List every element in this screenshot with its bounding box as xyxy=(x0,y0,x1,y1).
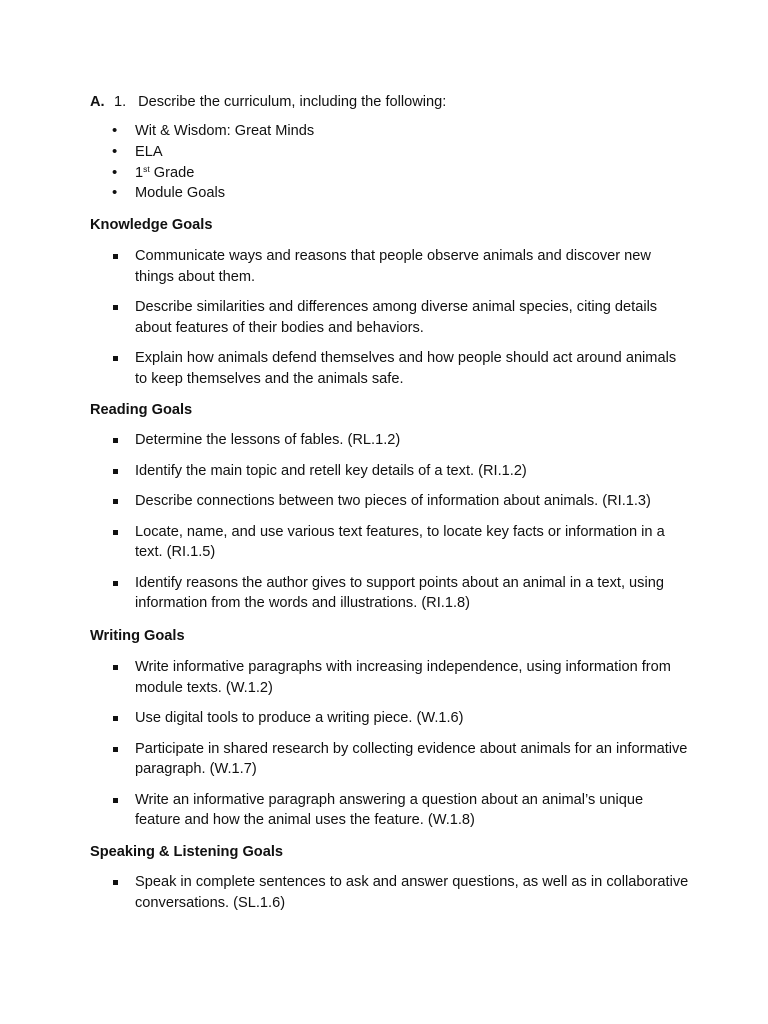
square-bullet-icon xyxy=(113,438,118,443)
goal-text: Locate, name, and use various text features, to locate key facts or information in a text. (RI.1.5) xyxy=(135,523,665,560)
bullet-icon: • xyxy=(112,163,118,181)
item-number: 1. xyxy=(114,94,127,110)
goal-text: Identify the main topic and retell key details of a text. (RI.1.2) xyxy=(135,462,527,479)
goal-text: Determine the lessons of fables. (RL.1.2) xyxy=(135,432,401,448)
list-item xyxy=(90,872,690,913)
goal-text: Describe similarities and differences among diverse animal species, citing details about features of their bodies and behaviors. xyxy=(135,299,658,336)
square-bullet-icon xyxy=(113,581,118,586)
writing-goals-heading: Writing Goals xyxy=(90,628,185,644)
goal-text: Write an informative paragraph answering a question about an animal’s unique feature and how the animal uses the feature. (W.1.8) xyxy=(135,791,644,828)
speaking-listening-goals-list xyxy=(90,872,690,923)
goal-text: Explain how animals defend themselves and how people should act around animals to keep themselves and the animals safe. xyxy=(135,350,677,387)
bullet-icon: • xyxy=(112,184,118,202)
list-item-text: Module Goals xyxy=(135,185,226,202)
list-item-text: Wit & Wisdom: Great Minds xyxy=(135,123,315,139)
square-bullet-icon xyxy=(113,499,118,504)
list-item xyxy=(90,708,690,729)
list-item xyxy=(90,297,690,338)
intro-text: Describe the curriculum, including the following: xyxy=(138,94,447,110)
reading-goals-list xyxy=(90,430,690,624)
square-bullet-icon xyxy=(113,254,118,259)
list-item-text: ELA xyxy=(135,143,163,160)
goal-text: Communicate ways and reasons that people observe animals and discover new things about them. xyxy=(135,248,651,285)
square-bullet-icon xyxy=(113,469,118,474)
square-bullet-icon xyxy=(113,747,118,752)
knowledge-goals-heading: Knowledge Goals xyxy=(90,217,213,233)
list-item xyxy=(90,573,690,614)
square-bullet-icon xyxy=(113,798,118,803)
knowledge-goals-list xyxy=(90,246,690,399)
list-item xyxy=(90,790,690,831)
square-bullet-icon xyxy=(113,665,118,670)
ordinal-suffix: st xyxy=(143,163,150,174)
bullet-icon: • xyxy=(112,142,118,160)
goal-text: Speak in complete sentences to ask and answer questions, as well as in collaborative conversations. (SL.1.6) xyxy=(135,874,689,911)
square-bullet-icon xyxy=(113,305,118,310)
section-letter: A. xyxy=(90,94,105,110)
list-item xyxy=(90,491,690,512)
list-item xyxy=(90,163,314,184)
goal-text: Identify reasons the author gives to support points about an animal in a text, using information from the words and illustrations. (RI.1.8) xyxy=(135,574,664,611)
list-item xyxy=(90,348,690,389)
list-item-text: 1 xyxy=(135,164,144,181)
list-item xyxy=(90,657,690,698)
list-item xyxy=(90,183,314,204)
square-bullet-icon xyxy=(113,880,118,885)
goal-text: Use digital tools to produce a writing piece. (W.1.6) xyxy=(135,710,464,726)
writing-goals-list xyxy=(90,657,690,841)
goal-text: Participate in shared research by collecting evidence about animals for an informative paragraph. (W.1.7) xyxy=(135,740,688,777)
goal-text: Describe connections between two pieces of information about animals. (RI.1.3) xyxy=(135,493,651,509)
list-item xyxy=(90,121,314,142)
list-item xyxy=(90,430,690,451)
list-item xyxy=(90,739,690,780)
reading-goals-heading: Reading Goals xyxy=(90,402,193,418)
square-bullet-icon xyxy=(113,716,118,721)
list-item-text: Grade xyxy=(149,164,195,181)
list-item xyxy=(90,246,690,287)
list-item xyxy=(90,522,690,563)
speaking-listening-goals-heading: Speaking & Listening Goals xyxy=(90,844,283,860)
list-item xyxy=(90,142,314,163)
list-item xyxy=(90,461,690,482)
square-bullet-icon xyxy=(113,356,118,361)
intro-line xyxy=(90,92,690,113)
bullet-icon: • xyxy=(112,122,118,139)
square-bullet-icon xyxy=(113,530,118,535)
curriculum-list xyxy=(90,121,314,204)
goal-text: Write informative paragraphs with increasing independence, using information from module texts. (W.1.2) xyxy=(135,659,671,696)
